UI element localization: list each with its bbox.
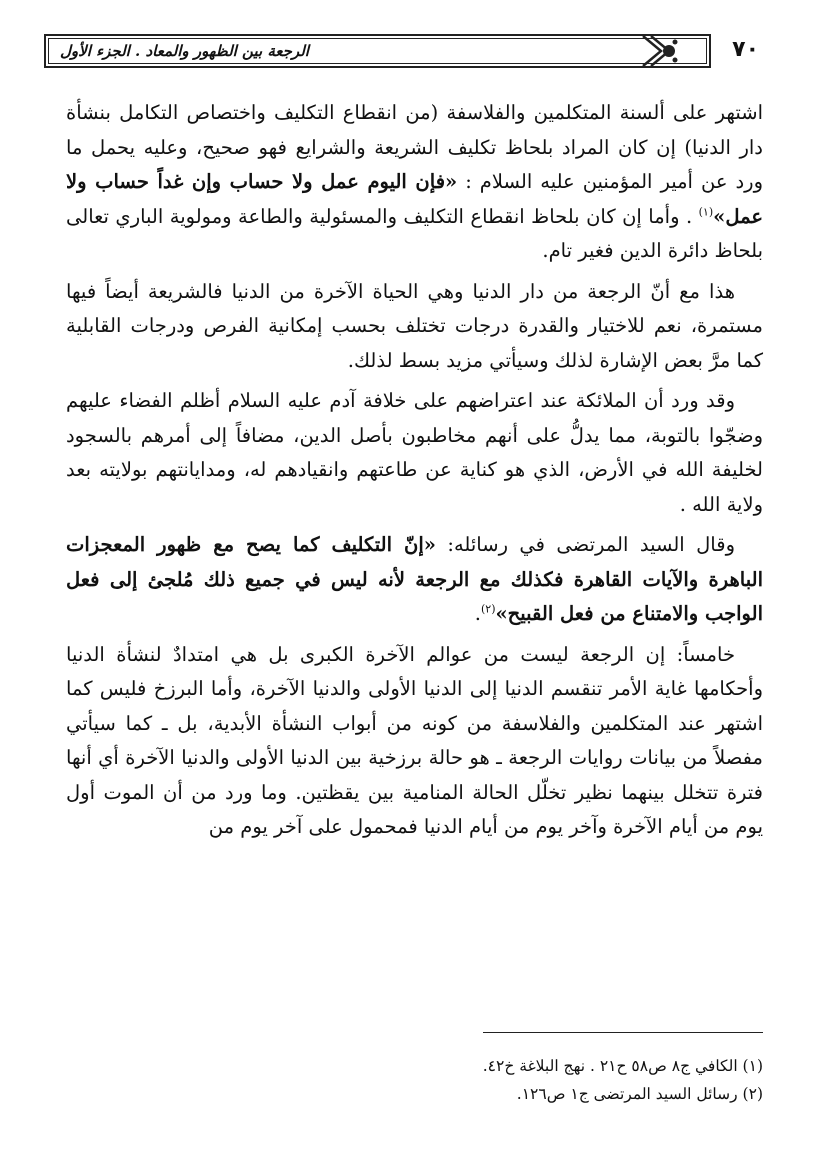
paragraph-4-end: . — [474, 602, 481, 625]
paragraph-4 — [66, 528, 763, 632]
paragraph-5: خامساً: إن الرجعة ليست من عوالم الآخرة الكبرى بل هي امتدادٌ لنشأة الدنيا وأحكامها غاية الأمر تنقسم الدنيا إلى الدنيا الأولى والدنيا الآخرة، وأما البرزخ فليس كما اشتهر عند المتكلمين والفلاسفة من كونه من أبواب النشأة الأبدية، بل ـ كما سيأتي مفصلاً من بيانات روايات الرجعة ـ هو حالة برزخية بين الدنيا الأولى والدنيا الآخرة أي أنها فترة تتخلل بينهما نظير تخلّل الحالة المنامية بين يقظتين. وما ورد من أن الموت أول يوم من أيام الآخرة وآخر يوم من أيام الدنيا فمحمول على آخر يوم من — [66, 642, 763, 838]
footnote-1: (١) الكافي ج٨ ص٥٨ ح٢١ . نهج البلاغة خ٤٢. — [482, 1057, 763, 1075]
page-header — [44, 28, 767, 80]
footnote-divider — [483, 1032, 763, 1033]
page-body — [66, 96, 763, 851]
footnote-ref-2[interactable]: (٢) — [480, 602, 496, 616]
page-number: ٧٠ — [732, 37, 759, 62]
paragraph-1-continuation: . وأما إن كان بلحاظ انقطاع التكليف والمسئولية والطاعة ومولوية الباري تعالى بلحاظ دائرة الدين فغير تام. — [66, 204, 763, 262]
paragraph-1-text: اشتهر على ألسنة المتكلمين والفلاسفة (من انقطاع التكليف واختصاص التكامل بنشأة دار الدنيا) إن كان المراد بلحاظ تكليف الشريعة والشرايع فهو صحيح، وعليه يحمل ما ورد عن أمير المؤمنين عليه السلام : — [66, 101, 763, 193]
paragraph-2: هذا مع أنّ الرجعة من دار الدنيا وهي الحياة الآخرة من الدنيا فالشريعة أيضاً فيها مستمرة، نعم للاختيار والقدرة درجات تختلف بحسب إمكانية الفرص ودرجات القابلية كما مرَّ بعض الإشارة لذلك وسيأتي مزيد بسط لذلك. — [66, 279, 763, 372]
paragraph-4-text: وقال السيد المرتضى في رسائله: — [435, 533, 735, 556]
footnote-2: (٢) رسائل السيد المرتضى ج١ ص١٢٦. — [516, 1085, 763, 1103]
running-title-frame — [44, 34, 711, 68]
paragraph-3: وقد ورد أن الملائكة عند اعتراضهم على خلافة آدم عليه السلام أظلم الفضاء عليهم وضجّوا بالتوبة، مما يدلُّ على أنهم مخاطبون بأصل الدين، مضافاً إلى أمرهم بالسجود لخليفة الله في الأرض، الذي هو كناية عن طاعتهم وانقيادهم له، ومدايانتهم بولايته بعد ولاية الله . — [66, 389, 763, 516]
footnotes — [66, 1052, 763, 1108]
footnote-ref-1[interactable]: (١) — [698, 205, 714, 218]
murtada-quote: «إنّ التكليف كما يصح مع ظهور المعجزات الباهرة والآيات القاهرة فكذلك مع الرجعة لأنه ليس في جميع ذلك مُلجئ إلى فعل الواجب والامتناع من فعل القبيح» — [66, 533, 763, 625]
ornament-icon — [641, 30, 681, 72]
running-title: الرجعة بين الظهور والمعاد . الجزء الأول — [60, 42, 309, 60]
paragraph-1 — [66, 96, 763, 269]
hadith-quote: «فإن اليوم عمل ولا حساب وإن غداً حساب ولا عمل» — [66, 170, 763, 228]
